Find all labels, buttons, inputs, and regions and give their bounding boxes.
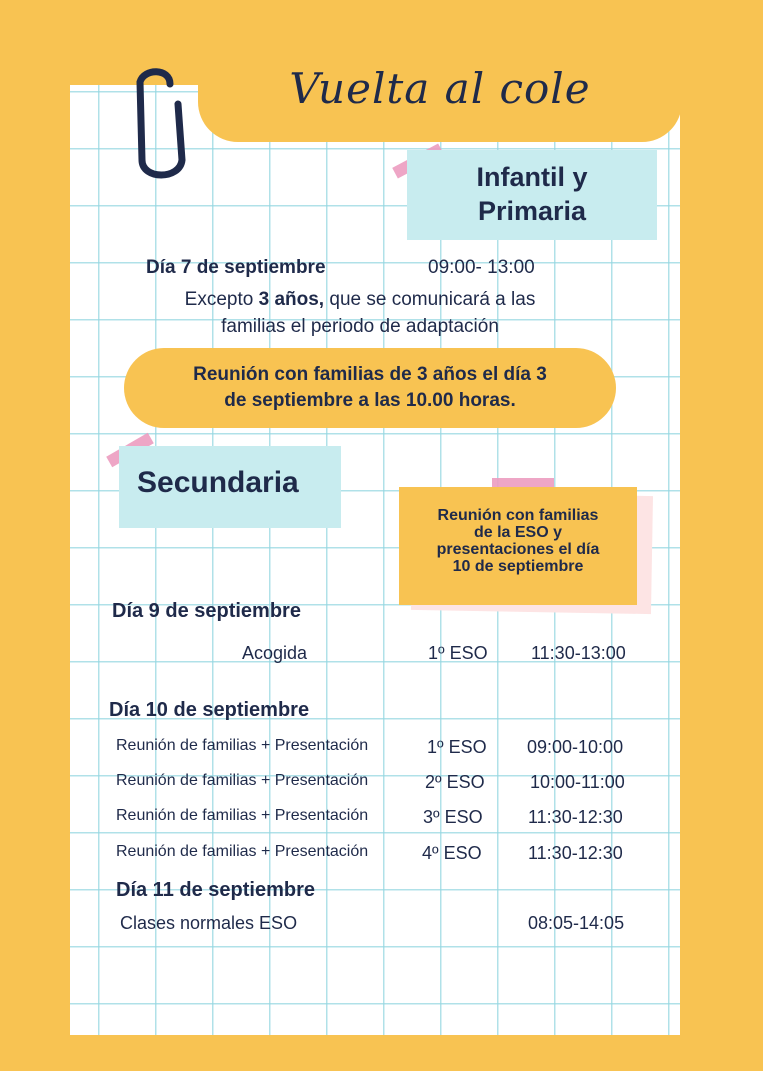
day11-title: Día 11 de septiembre: [116, 879, 315, 901]
row-time: 11:30-12:30: [528, 807, 623, 827]
infantil-heading-line1: Infantil y: [476, 162, 588, 192]
row-grade: 2º ESO: [425, 772, 485, 792]
row-label: Clases normales ESO: [120, 913, 298, 933]
infantil-day: Día 7 de septiembre: [146, 257, 326, 278]
row-grade: 4º ESO: [422, 843, 482, 863]
secundaria-heading-box: [119, 446, 341, 528]
table-row: [0, 643, 763, 673]
table-row: [0, 807, 763, 837]
meeting-line2: de septiembre a las 10.00 horas.: [224, 390, 516, 411]
table-row: [0, 913, 763, 943]
infantil-note-pre: Excepto: [184, 289, 259, 310]
table-row: [0, 843, 763, 873]
eso-note-line2: de la ESO y: [473, 524, 563, 541]
row-time: 09:00-10:00: [527, 737, 624, 757]
row-label: Reunión de familias + Presentación: [116, 737, 369, 754]
row-label: Reunión de familias + Presentación: [116, 772, 369, 789]
row-time: 08:05-14:05: [528, 913, 625, 933]
infantil-note-line1: [0, 289, 720, 311]
table-row: [0, 737, 763, 767]
secundaria-heading: Secundaria: [137, 466, 299, 499]
table-row: [0, 772, 763, 802]
row-grade: 1º ESO: [427, 737, 487, 757]
eso-meeting-note: [399, 487, 637, 605]
infantil-note-bold: 3 años,: [258, 289, 325, 310]
row-label: Acogida: [242, 643, 308, 663]
eso-note-line3: presentaciones el día: [436, 541, 600, 558]
row-label: Reunión de familias + Presentación: [116, 807, 369, 824]
title-tab: [198, 58, 682, 142]
row-grade: 1º ESO: [428, 643, 488, 663]
infantil-time: 09:00- 13:00: [428, 257, 535, 278]
day10-title: Día 10 de septiembre: [109, 699, 310, 721]
meeting-3-anos-pill: [124, 348, 616, 428]
infantil-note-post: que se comunicará a las: [324, 289, 536, 310]
row-label: Reunión de familias + Presentación: [116, 843, 369, 860]
infantil-heading-box: [407, 150, 657, 240]
meeting-line1: Reunión con familias de 3 años el día 3: [193, 364, 547, 385]
eso-note-line1: Reunión con familias: [437, 507, 599, 524]
infantil-note-line2: familias el periodo de adaptación: [221, 316, 499, 337]
day9-title: Día 9 de septiembre: [112, 600, 301, 622]
row-time: 11:30-12:30: [528, 843, 623, 863]
row-grade: 3º ESO: [423, 807, 483, 827]
row-time: 10:00-11:00: [530, 772, 625, 792]
row-time: 11:30-13:00: [531, 643, 626, 663]
eso-note-line4: 10 de septiembre: [452, 558, 584, 575]
paperclip-icon: [128, 64, 198, 188]
infantil-heading-line2: Primaria: [477, 196, 587, 226]
page-title: Vuelta al cole: [289, 64, 591, 113]
